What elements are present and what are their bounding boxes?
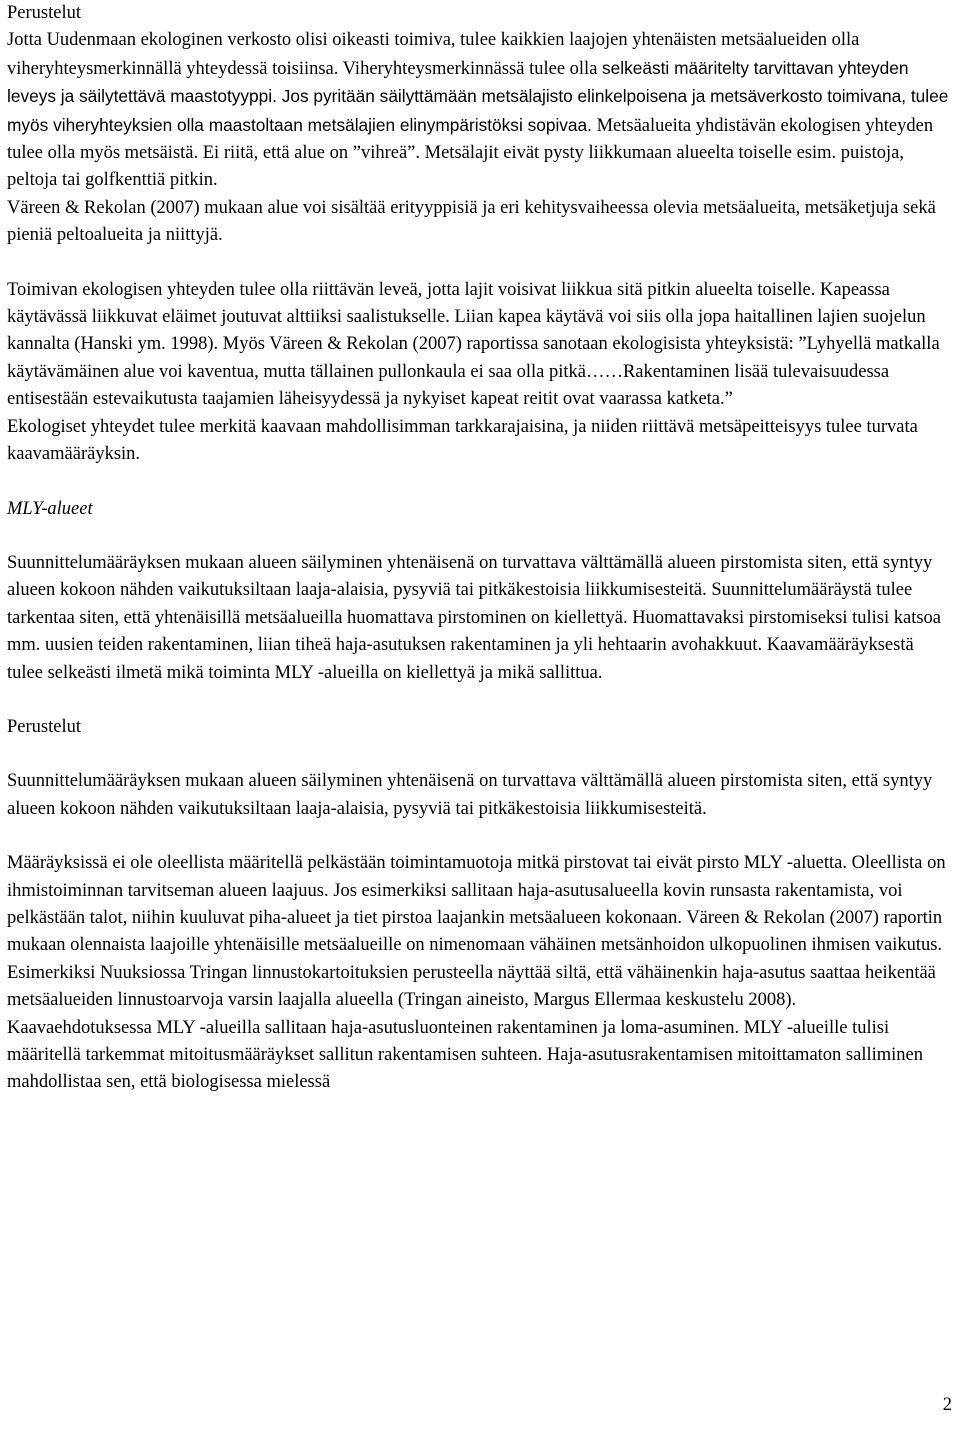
text-run: Jos pyritään säilyttämään metsälajisto elinkelpoisena ja metsäverkosto toimivana, tulee myös viheryhteyksien olla maastoltaan metsälajien elinympäristöksi sopivaa. [7, 86, 949, 135]
body-paragraph [7, 414, 952, 469]
text-run: Määräyksissä ei ole oleellista määritellä pelkästään toimintamuotoja mitkä pirstovat tai eivät pirsto MLY -aluetta. Oleellista on ihmistoiminnan tarvitseman alueen laajuus. Jos esimerkiksi sallitaan haja-asutusalueella kovin runsasta rakentamista, voi pelkästään talot, niihin kuuluvat piha-alueet ja tiet pirstoa laajankin metsäalueen kokonaan. Väreen & Rekolan (2007) raportin mukaan olennaista laajoille yhtenäisille metsäalueille on nimenomaan vähäinen metsänhoidon ulkopuolinen ihmisen vaikutus. Esimerkiksi Nuuksiossa Tringan linnustokartoituksien perusteella näyttää siltä, että vähäinenkin haja-asutus saattaa heikentää metsäalueiden linnustoarvoja varsin laajalla alueella (Tringan aineisto, Margus Ellermaa keskustelu 2008). [7, 853, 946, 1011]
paragraph-spacer [7, 741, 952, 768]
text-run: Toimivan ekologisen yhteyden tulee olla riittävän leveä, jotta lajit voisivat liikkua sitä pitkin alueelta toiselle. Kapeassa käytävässä liikkuvat eläimet joutuvat alttiiksi saalistukselle. Liian kapea käytävä voi siis olla jopa haitallinen lajien suojelun kannalta (Hanski ym. 1998). Myös Väreen & Rekolan (2007) raportissa sanotaan ekologisista yhteyksistä: ”Lyhyellä matkalla käytävämäinen alue voi kaventua, mutta tällainen pullonkaula ei saa olla pitkä……Rakentaminen lisää tulevaisuudessa entisestään estevaikutusta taajamien läheisyydessä ja nykyiset kapeat reitit ovat vaarassa katketa.” [7, 279, 940, 410]
text-run: Ekologiset yhteydet tulee merkitä kaavaan mahdollisimman tarkkarajaisina, ja niiden riittävä metsäpeitteisyys tulee turvata kaavamääräyksin. [7, 416, 918, 465]
body-paragraph [7, 277, 952, 414]
body-paragraph [7, 768, 952, 823]
page-number: 2 [942, 1395, 952, 1415]
body-paragraph [7, 195, 952, 250]
paragraph-spacer [7, 469, 952, 496]
body-paragraph [7, 27, 952, 194]
text-run: Metsäalueita yhdistävän ekologisen yhteyden tulee olla myös metsäistä. Ei riitä, että alue on ”vihreä”. Metsälajit eivät pysty liikkumaan alueelta toiselle esim. puistoja, peltoja tai golfkenttiä pitkin. [7, 115, 934, 191]
body-paragraph [7, 1015, 952, 1097]
text-run: selkeästi määritelty tarvittavan yhteyden leveys ja säilytettävä maastotyyppi. [7, 57, 909, 107]
text-run: Väreen & Rekolan (2007) mukaan alue voi sisältää erityyppisiä ja eri kehitysvaiheessa olevia metsäalueita, metsäketjuja sekä pieniä peltoalueita ja niittyjä. [7, 197, 936, 246]
text-run: Kaavaehdotuksessa MLY -alueilla sallitaan haja-asutusluonteinen rakentaminen ja loma-asuminen. MLY -alueille tulisi määritellä tarkemmat mitoitusmääräykset sallitun rakentamisen suhteen. Haja-asutusrakentamisen mitoittamaton salliminen mahdollistaa sen, että biologisessa mielessä [7, 1017, 923, 1093]
text-run: Suunnittelumääräyksen mukaan alueen säilyminen yhtenäisenä on turvattava välttämällä alueen pirstomista siten, että syntyy alueen kokoon nähden vaikutuksiltaan laaja-alaisia, pysyviä tai pitkäkestoisia liikkumisesteitä. [7, 771, 933, 819]
paragraph-spacer [7, 823, 952, 850]
body-paragraph [7, 850, 952, 1014]
section-subheading: MLY-alueet [7, 498, 93, 519]
paragraph-spacer [7, 687, 952, 714]
section-heading: Perustelut [7, 3, 81, 23]
paragraph-spacer [7, 523, 952, 550]
text-run: Suunnittelumääräyksen mukaan alueen säilyminen yhtenäisenä on turvattava välttämällä alueen pirstomista siten, että syntyy alueen kokoon nähden vaikutuksiltaan laaja-alaisia, pysyviä tai pitkäkestoisia liikkumisesteitä. Suunnittelumääräystä tulee tarkentaa siten, että yhtenäisillä metsäalueilla huomattava pirstominen on kiellettyä. Huomattavaksi pirstomiseksi tulisi katsoa mm. uusien teiden rakentaminen, liian tiheä haja-asutuksen rakentaminen ja yli hehtaarin avohakkuut. Kaavamääräyksestä tulee selkeästi ilmetä mikä toiminta MLY -alueilla on kiellettyä ja mikä sallittua. [7, 552, 942, 683]
section-heading: Perustelut [7, 716, 81, 737]
body-paragraph [7, 550, 952, 687]
document-body [7, 0, 952, 1097]
text-run: Jotta Uudenmaan ekologinen verkosto olisi oikeasti toimiva, tulee kaikkien laajojen yhtenäisten metsäalueiden olla viheryhteysmerkinnällä yhteydessä toisiinsa. Viheryhteysmerkinnässä tulee olla [7, 30, 860, 79]
paragraph-spacer [7, 250, 952, 277]
